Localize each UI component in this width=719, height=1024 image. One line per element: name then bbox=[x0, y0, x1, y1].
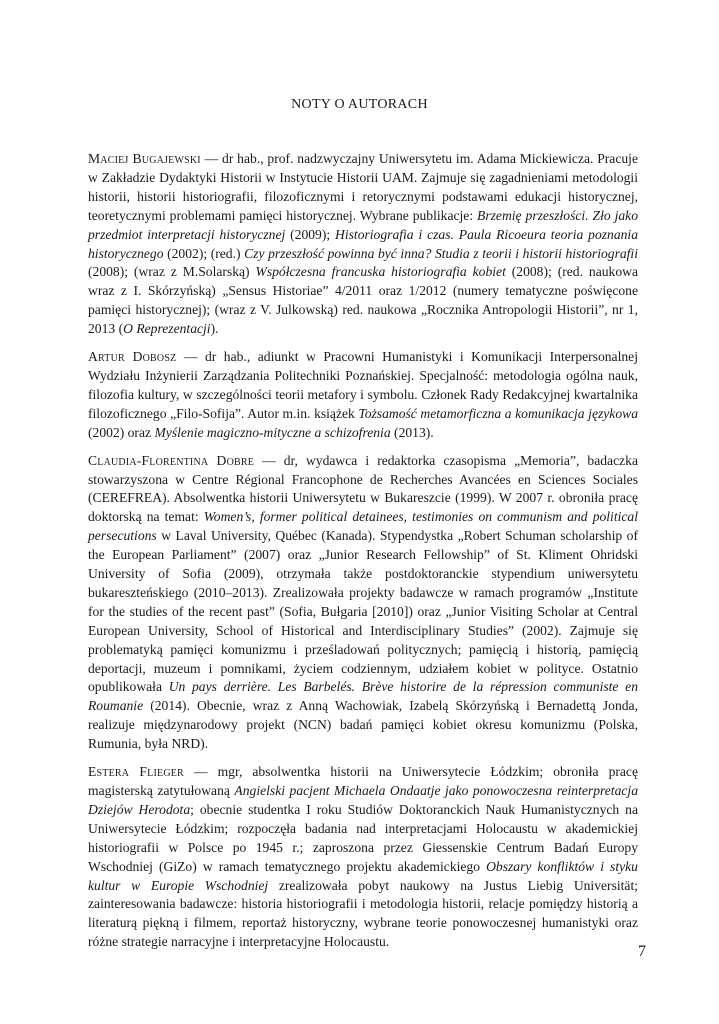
bio-text: (2002) oraz bbox=[88, 424, 155, 440]
bio-text: (2008); (wraz z M.Solarską) bbox=[88, 264, 256, 280]
author-note-dobre bbox=[88, 452, 638, 755]
page-number: 7 bbox=[638, 943, 646, 960]
publication-title: Współczesna francuska historiografia kobiet bbox=[255, 264, 506, 280]
author-name: Estera Flieger bbox=[88, 764, 184, 780]
author-notes bbox=[88, 150, 638, 961]
bio-text: — dr hab., adiunkt w Pracowni Humanistyki i Komunikacji Interpersonalnej Wydziału Inżynierii Zarządzania Politechniki Poznańskiej. Specjalność: metodologia ogólna nauk, filozofia kultury, w szczególności teorii metafory i symbolu. Członek Rady Redakcyjnej kwartalnika filozoficznego „Filo-Sofija”. Autor m.in. książek bbox=[88, 349, 638, 421]
bio-text: ; obecnie studentka I roku Studiów Doktoranckich Nauk Humanistycznych na Uniwersytecie Łódzkim; rozpoczęła badania nad interpretacjami Holocaustu w akademickiej historiografii w Polsce po 1945 r.; zaproszona przez Giessenskie Centrum Badań Europy Wschodniej (GiZo) w ramach tematycznego projektu akademickiego bbox=[88, 801, 639, 874]
author-bio bbox=[88, 151, 638, 336]
author-note-bugajewski bbox=[88, 150, 638, 339]
publication-title: Czy przeszłość powinna być inna? Studia z teorii i historii historiografii bbox=[244, 245, 638, 261]
bio-text: — dr hab., prof. nadzwyczajny Uniwersytetu im. Adama Mickiewicza. Pracuje w Zakładzie Dydaktyki Historii w Instytucie Historii UAM. Zajmuje się zagadnieniami metodologii historii, historii historiografii, filozoficznymi i retorycznymi podstawami edukacji historycznej, teoretycznymi problemami pamięci historycznej. Wybrane publikacje: bbox=[88, 151, 638, 223]
page-title: NOTY O AUTORACH bbox=[291, 97, 428, 112]
bio-text: (2013). bbox=[390, 424, 434, 440]
publication-title: Myślenie magiczno-mityczne a schizofrenia bbox=[154, 424, 391, 440]
author-bio bbox=[88, 764, 638, 949]
bio-text: — mgr, absolwentka historii na Uniwersytecie Łódzkim; obroniła pracę magisterską zatytułowaną bbox=[88, 764, 638, 798]
bio-text: — dr, wydawca i redaktorka czasopisma „Memoria”, badaczka stowarzyszona w Centre Régional Francophone de Recherches Avancées en Sciences Sociales (CEREFREA). Absolwentka historii Uniwersytetu w Bukareszcie (1999). W 2007 r. obroniła pracę doktorską na temat: bbox=[88, 452, 638, 525]
bio-text: (2009); bbox=[285, 226, 336, 242]
publication-title: Women’s, former political detainees, testimonies on communism and political persecutions bbox=[88, 509, 638, 544]
bio-text: (2008); (red. naukowa wraz z I. Skórzyńską) „Sensus Historiae” 4/2011 oraz 1/2012 (numery tematyczne poświęcone pamięci historycznej); (wraz z V. Julkowską) red. naukowa „Rocznika Antropologii Historii”, nr 1, 2013 ( bbox=[88, 264, 638, 337]
bio-text: ). bbox=[210, 321, 219, 337]
author-note-flieger bbox=[88, 763, 638, 952]
bio-text: (2014). Obecnie, wraz z Anną Wachowiak, Izabelą Skórzyńską i Bernadettą Jonda, realizuje międzynarodowy projekt (NCN) badań pamięci kobiet okresu komunizmu (Polska, Rumunia, była NRD). bbox=[88, 698, 638, 752]
bio-text: (2002); (red.) bbox=[163, 245, 245, 261]
author-name: Claudia-Florentina Dobre bbox=[88, 452, 255, 468]
publication-title: Historiografia i czas. Paula Ricoeura teoria poznania historycznego bbox=[88, 226, 638, 261]
publication-title: Un pays derrière. Les Barbelés. Brève historire de la répression communiste en Roumanie bbox=[88, 679, 638, 714]
publication-title: Angielski pacjent Michaela Ondaatje jako ponowoczesna reinterpretacja Dziejów Herodota bbox=[88, 783, 638, 817]
publication-title: Tożsamość metamorficzna a komunikacja językowa bbox=[358, 405, 638, 421]
author-name: Maciej Bugajewski bbox=[88, 151, 201, 166]
author-name: Artur Dobosz bbox=[88, 349, 177, 365]
publication-title: Obszary konfliktów i styku kultur w Europie Wschodniej bbox=[88, 858, 638, 893]
author-bio bbox=[88, 453, 638, 752]
publication-title: O Reprezentacji bbox=[123, 321, 211, 337]
publication-title: Brzemię przeszłości. Zło jako przedmiot interpretacji historycznej bbox=[88, 207, 638, 242]
author-note-dobosz bbox=[88, 348, 638, 443]
bio-text: zrealizowała pobyt naukowy na Justus Liebig Universität; zainteresowania badawcze: historia historiografii i metodologia historii, relacje pomiędzy historią a literaturą piękną i filmem, reportaż historyczny, wybrane teorie ponowoczesnej humanistyki oraz różne strategie narracyjne i interpretacyjne Holocaustu. bbox=[88, 877, 638, 950]
bio-text: w Laval University, Québec (Kanada). Stypendystka „Robert Schuman scholarship of the European Parliament” (2007) oraz „Junior Research Fellowship” of St. Kliment Ohridski University of Sofia (2009), otrzymała także postdoktoranckie stypendium uniwersytetu bukareszteńskiego (2010–2013). Zrealizowała projekty badawcze w ramach programów „Institute for the studies of the recent past” (Sofia, Bułgaria [2010]) oraz „Junior Visiting Scholar at Central European University, School of Historical and Interdisciplinary Studies” (2002). Zajmuje się problematyką pamięci komunizmu i prześladowań politycznych; pamięcią i historią, pamięcią deportacji, muzeum i pomnikami, życiem codziennym, udziałem kobiet w polityce. Ostatnio opublikowała bbox=[88, 528, 638, 695]
